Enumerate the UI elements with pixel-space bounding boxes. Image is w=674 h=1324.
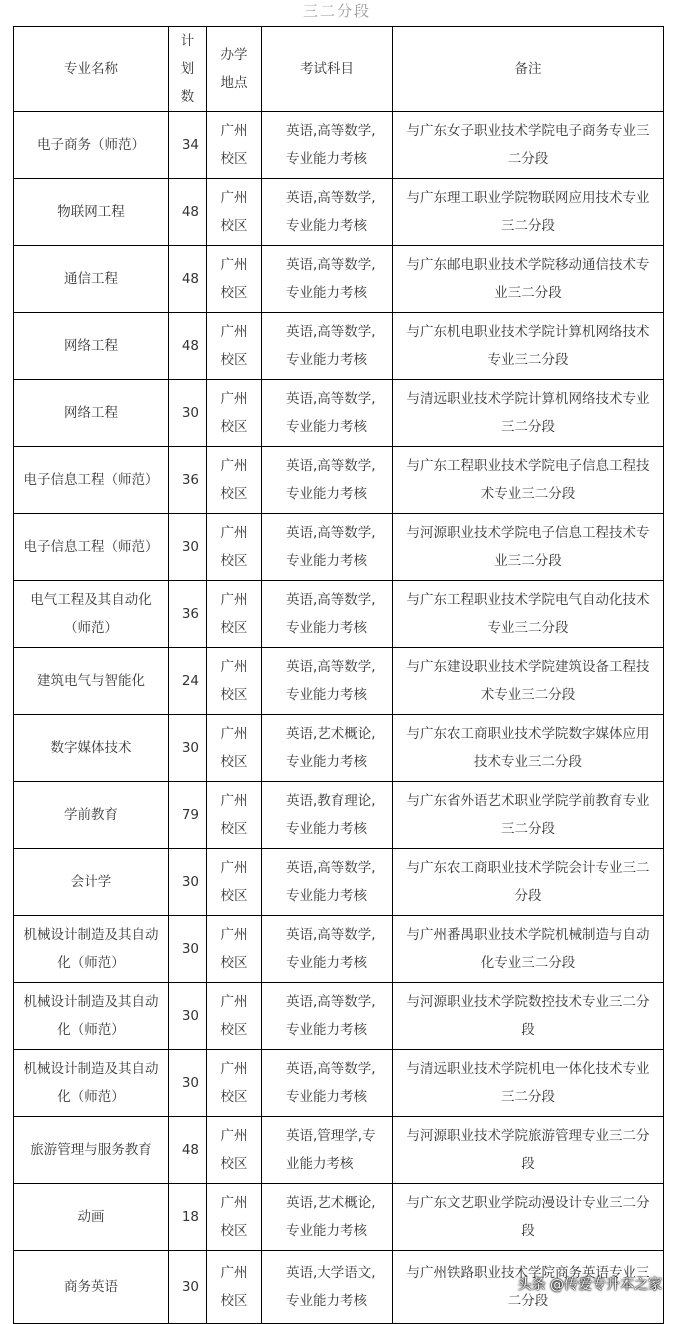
cell-subjects: 英语,高等数学,专业能力考核	[262, 648, 393, 715]
cell-note: 与河源职业技术学院旅游管理专业三二分段	[393, 1117, 664, 1184]
cell-major: 电气工程及其自动化（师范）	[14, 581, 169, 648]
cell-note: 与广州铁路职业技术学院商务英语专业三二分段	[393, 1251, 664, 1324]
cell-subjects: 英语,管理学,专业能力考核	[262, 1117, 393, 1184]
cell-location: 广州校区	[207, 782, 262, 849]
cell-major: 电子信息工程（师范）	[14, 514, 169, 581]
cell-location: 广州校区	[207, 380, 262, 447]
cell-major: 机械设计制造及其自动化（师范）	[14, 916, 169, 983]
cell-major: 网络工程	[14, 380, 169, 447]
cell-location: 广州校区	[207, 715, 262, 782]
cell-subjects: 英语,高等数学,专业能力考核	[262, 514, 393, 581]
cell-plan: 30	[169, 983, 207, 1050]
table-row	[14, 849, 664, 916]
cell-plan: 30	[169, 715, 207, 782]
cell-subjects: 英语,艺术概论,专业能力考核	[262, 1184, 393, 1251]
table-row	[14, 1050, 664, 1117]
cell-location: 广州校区	[207, 179, 262, 246]
cell-location: 广州校区	[207, 648, 262, 715]
cell-plan: 36	[169, 447, 207, 514]
cell-subjects: 英语,高等数学,专业能力考核	[262, 179, 393, 246]
header-note: 备注	[393, 27, 664, 112]
cell-plan: 48	[169, 1117, 207, 1184]
cell-subjects: 英语,高等数学,专业能力考核	[262, 313, 393, 380]
cell-major: 网络工程	[14, 313, 169, 380]
cell-plan: 36	[169, 581, 207, 648]
watermark: 头条 @传爱专升本之家	[517, 1277, 662, 1293]
cell-major: 数字媒体技术	[14, 715, 169, 782]
cell-major: 通信工程	[14, 246, 169, 313]
cell-location: 广州校区	[207, 581, 262, 648]
cell-plan: 79	[169, 782, 207, 849]
cell-subjects: 英语,高等数学,专业能力考核	[262, 849, 393, 916]
cell-note: 与广东建设职业技术学院建筑设备工程技术专业三二分段	[393, 648, 664, 715]
cell-major: 商务英语	[14, 1251, 169, 1324]
cell-location: 广州校区	[207, 1251, 262, 1324]
cell-subjects: 英语,高等数学,专业能力考核	[262, 246, 393, 313]
cell-location: 广州校区	[207, 1050, 262, 1117]
table-body	[14, 112, 664, 1324]
cell-subjects: 英语,高等数学,专业能力考核	[262, 581, 393, 648]
cell-note: 与广东省外语艺术职业学院学前教育专业三二分段	[393, 782, 664, 849]
cell-plan: 30	[169, 916, 207, 983]
table-row	[14, 514, 664, 581]
table-row	[14, 715, 664, 782]
cell-note: 与河源职业技术学院电子信息工程技术专业三二分段	[393, 514, 664, 581]
header-major: 专业名称	[14, 27, 169, 112]
cell-note: 与广东机电职业技术学院计算机网络技术专业三二分段	[393, 313, 664, 380]
cell-plan: 30	[169, 1251, 207, 1324]
table-row	[14, 916, 664, 983]
table-row	[14, 782, 664, 849]
cell-plan: 30	[169, 514, 207, 581]
cell-note: 与河源职业技术学院数控技术专业三二分段	[393, 983, 664, 1050]
header-location: 办学地点	[207, 27, 262, 112]
cell-plan: 30	[169, 849, 207, 916]
cell-major: 学前教育	[14, 782, 169, 849]
cell-major: 建筑电气与智能化	[14, 648, 169, 715]
cell-subjects: 英语,大学语文,专业能力考核	[262, 1251, 393, 1324]
cell-location: 广州校区	[207, 1117, 262, 1184]
table-row	[14, 112, 664, 179]
cell-major: 会计学	[14, 849, 169, 916]
cell-subjects: 英语,教育理论,专业能力考核	[262, 782, 393, 849]
cell-subjects: 英语,高等数学,专业能力考核	[262, 1050, 393, 1117]
enrollment-plan-table	[13, 26, 664, 1324]
cell-plan: 48	[169, 179, 207, 246]
cell-subjects: 英语,高等数学,专业能力考核	[262, 112, 393, 179]
cell-plan: 24	[169, 648, 207, 715]
cell-location: 广州校区	[207, 313, 262, 380]
cell-major: 机械设计制造及其自动化（师范）	[14, 1050, 169, 1117]
cell-plan: 48	[169, 246, 207, 313]
cell-major: 旅游管理与服务教育	[14, 1117, 169, 1184]
cell-location: 广州校区	[207, 1184, 262, 1251]
cell-plan: 34	[169, 112, 207, 179]
cell-plan: 18	[169, 1184, 207, 1251]
cell-location: 广州校区	[207, 514, 262, 581]
table-row	[14, 179, 664, 246]
cell-note: 与清远职业技术学院计算机网络技术专业三二分段	[393, 380, 664, 447]
cell-note: 与广东农工商职业技术学院会计专业三二分段	[393, 849, 664, 916]
cell-note: 与广东理工职业学院物联网应用技术专业三二分段	[393, 179, 664, 246]
cell-location: 广州校区	[207, 916, 262, 983]
table-row	[14, 1184, 664, 1251]
cell-note: 与广州番禺职业技术学院机械制造与自动化专业三二分段	[393, 916, 664, 983]
header-subjects: 考试科目	[262, 27, 393, 112]
table-row	[14, 581, 664, 648]
cell-note: 与清远职业技术学院机电一体化技术专业三二分段	[393, 1050, 664, 1117]
table-row	[14, 447, 664, 514]
table-row	[14, 1117, 664, 1184]
cell-note: 与广东文艺职业学院动漫设计专业三二分段	[393, 1184, 664, 1251]
cell-subjects: 英语,高等数学,专业能力考核	[262, 447, 393, 514]
header-plan: 计划数	[169, 27, 207, 112]
cell-note: 与广东女子职业技术学院电子商务专业三二分段	[393, 112, 664, 179]
cell-note: 与广东农工商职业技术学院数字媒体应用技术专业三二分段	[393, 715, 664, 782]
cell-subjects: 英语,高等数学,专业能力考核	[262, 983, 393, 1050]
cell-plan: 30	[169, 380, 207, 447]
table-row	[14, 380, 664, 447]
cell-subjects: 英语,艺术概论,专业能力考核	[262, 715, 393, 782]
table-row	[14, 648, 664, 715]
cell-major: 动画	[14, 1184, 169, 1251]
cell-plan: 30	[169, 1050, 207, 1117]
cell-location: 广州校区	[207, 112, 262, 179]
cell-subjects: 英语,高等数学,专业能力考核	[262, 380, 393, 447]
cell-location: 广州校区	[207, 447, 262, 514]
cell-note: 与广东工程职业技术学院电气自动化技术专业三二分段	[393, 581, 664, 648]
cell-note: 与广东邮电职业技术学院移动通信技术专业三二分段	[393, 246, 664, 313]
cell-location: 广州校区	[207, 246, 262, 313]
table-row	[14, 246, 664, 313]
cell-location: 广州校区	[207, 983, 262, 1050]
cell-subjects: 英语,高等数学,专业能力考核	[262, 916, 393, 983]
cell-major: 机械设计制造及其自动化（师范）	[14, 983, 169, 1050]
table-row	[14, 313, 664, 380]
cell-plan: 48	[169, 313, 207, 380]
cell-location: 广州校区	[207, 849, 262, 916]
cell-major: 物联网工程	[14, 179, 169, 246]
table-row	[14, 983, 664, 1050]
cell-major: 电子商务（师范）	[14, 112, 169, 179]
page-title: 三二分段	[302, 2, 371, 20]
table-header-row	[14, 27, 664, 112]
cell-major: 电子信息工程（师范）	[14, 447, 169, 514]
cell-note: 与广东工程职业技术学院电子信息工程技术专业三二分段	[393, 447, 664, 514]
